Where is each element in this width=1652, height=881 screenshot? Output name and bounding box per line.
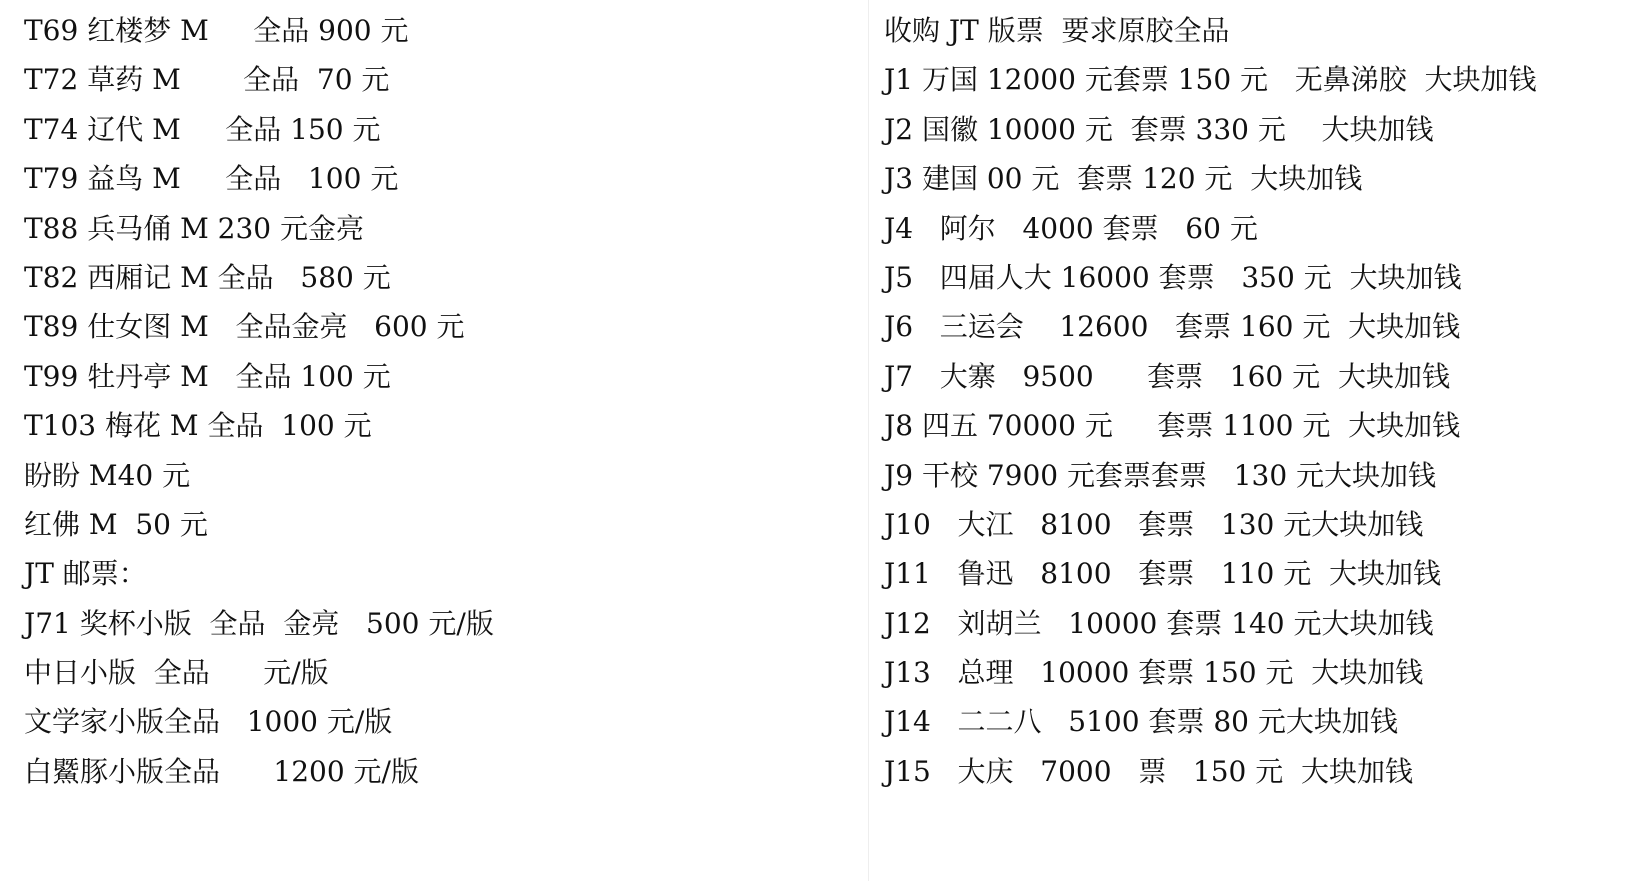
right-line: J3 建国 00 元 套票 120 元 大块加钱: [884, 162, 1363, 196]
right-line: J15 大庆 7000 票 150 元 大块加钱: [884, 754, 1414, 788]
right-line: J11 鲁迅 8100 套票 110 元 大块加钱: [884, 557, 1442, 591]
right-line: J8 四五 70000 元 套票 1100 元 大块加钱: [884, 409, 1461, 443]
left-line: T72 草药 M 全品 70 元: [24, 63, 390, 97]
left-line: T99 牡丹亭 M 全品 100 元: [24, 359, 391, 393]
right-line: J6 三运会 12600 套票 160 元 大块加钱: [884, 310, 1461, 344]
left-line: J71 奖杯小版 全品 金亮 500 元/版: [24, 606, 494, 640]
left-line: 盼盼 M40 元: [24, 458, 191, 492]
left-line: T82 西厢记 M 全品 580 元: [24, 260, 391, 294]
left-line: T74 辽代 M 全品 150 元: [24, 112, 381, 146]
left-line: T88 兵马俑 M 230 元金亮: [24, 211, 365, 245]
right-line: J1 万国 12000 元套票 150 元 无鼻涕胶 大块加钱: [884, 63, 1537, 97]
right-line: J13 总理 10000 套票 150 元 大块加钱: [884, 656, 1424, 690]
left-line: T89 仕女图 M 全品金亮 600 元: [24, 310, 465, 344]
left-line: 红佛 M 50 元: [24, 507, 208, 541]
left-line: T103 梅花 M 全品 100 元: [24, 409, 372, 443]
right-line: J7 大寨 9500 套票 160 元 大块加钱: [884, 359, 1450, 393]
left-line: T79 益鸟 M 全品 100 元: [24, 162, 399, 196]
right-price-column: [884, 6, 1644, 796]
left-line: T69 红楼梦 M 全品 900 元: [24, 14, 409, 47]
left-line: 白鱀豚小版全品 1200 元/版: [24, 754, 419, 788]
right-line: J10 大江 8100 套票 130 元大块加钱: [884, 507, 1424, 541]
right-section-heading: 收购 JT 版票 要求原胶全品: [884, 14, 1230, 47]
right-line: J5 四届人大 16000 套票 350 元 大块加钱: [884, 260, 1462, 294]
right-line: J14 二二八 5100 套票 80 元大块加钱: [884, 705, 1398, 739]
column-divider: [868, 0, 869, 881]
left-line: 中日小版 全品 元/版: [24, 656, 329, 690]
right-line: J12 刘胡兰 10000 套票 140 元大块加钱: [884, 606, 1434, 640]
left-section-heading: JT 邮票：: [24, 557, 147, 591]
right-line: J2 国徽 10000 元 套票 330 元 大块加钱: [884, 112, 1434, 146]
right-line: J9 干校 7900 元套票套票 130 元大块加钱: [884, 458, 1437, 492]
left-line: 文学家小版全品 1000 元/版: [24, 705, 393, 739]
right-line: J4 阿尔 4000 套票 60 元: [884, 211, 1258, 245]
left-price-column: [24, 6, 844, 796]
